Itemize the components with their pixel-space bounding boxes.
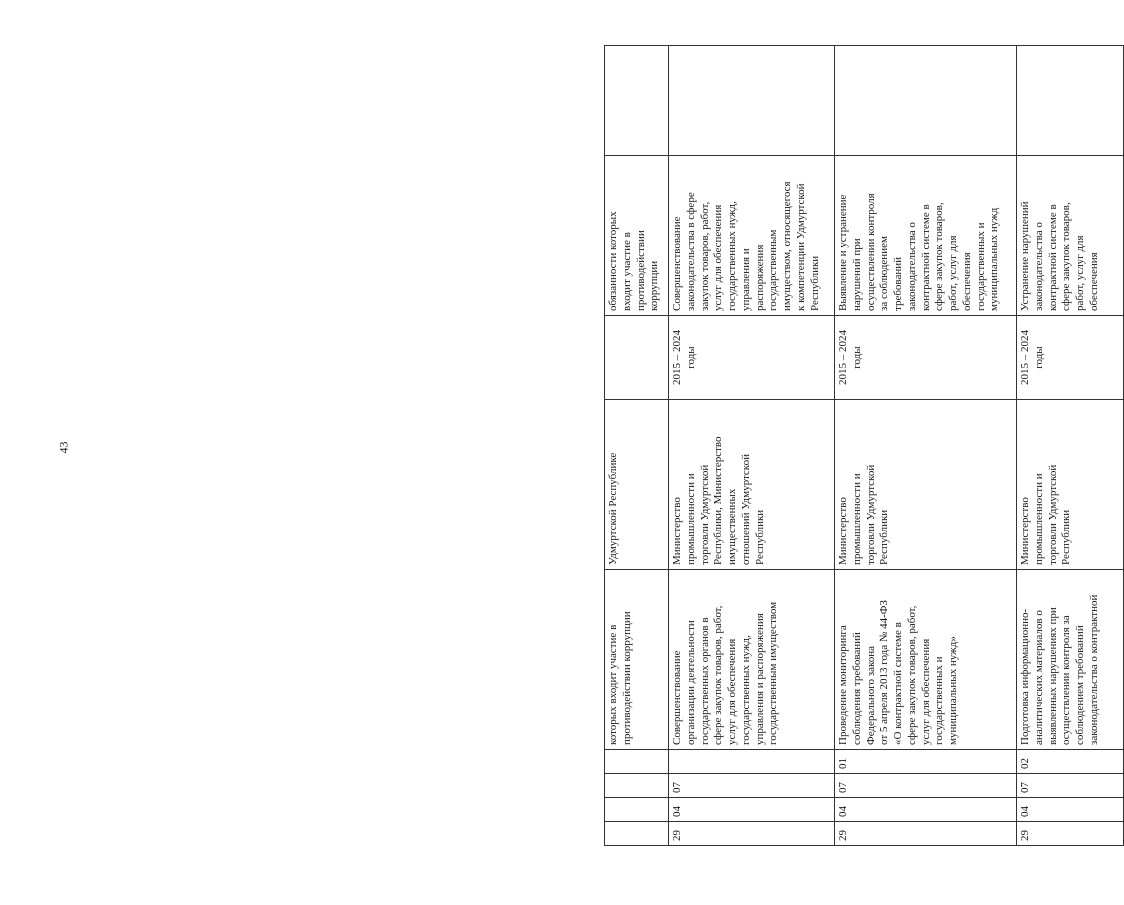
event-cell: которых входит участие в противодействии коррупции bbox=[605, 570, 669, 750]
code-cell: 29 bbox=[669, 822, 835, 846]
table-row bbox=[835, 46, 1017, 846]
period-cell bbox=[605, 316, 669, 400]
code-cell bbox=[605, 822, 669, 846]
period-cell: 2015 – 2024 годы bbox=[835, 316, 1017, 400]
code-cell bbox=[669, 750, 835, 774]
result-cell: обязанности которых входит участие в противодействии коррупции bbox=[605, 156, 669, 316]
result-cell: Выявление и устранение нарушений при осуществлении контроля за соблюдением требований законодательства о контрактной системе в сфере закупок товаров, работ, услуг для обеспечения государственных и муниципальных нужд bbox=[835, 156, 1017, 316]
table-row bbox=[1017, 46, 1124, 846]
code-cell: 07 bbox=[669, 774, 835, 798]
event-cell: Совершенствование организации деятельности государственных органов в сфере закупок товаров, работ, услуг для обеспечения государственных нужд, управления и распоряжения государственным имуществом bbox=[669, 570, 835, 750]
period-cell: 2015 – 2024 годы bbox=[1017, 316, 1124, 400]
code-cell: 04 bbox=[1017, 798, 1124, 822]
executor-cell: Министерство промышленности и торговли Удмуртской Республики bbox=[1017, 400, 1124, 570]
code-cell bbox=[605, 774, 669, 798]
measures-table-wrapper bbox=[604, 46, 1123, 846]
code-cell: 07 bbox=[1017, 774, 1124, 798]
code-cell: 04 bbox=[835, 798, 1017, 822]
extra-cell bbox=[669, 46, 835, 156]
code-cell: 01 bbox=[835, 750, 1017, 774]
code-cell bbox=[605, 798, 669, 822]
executor-cell: Министерство промышленности и торговли Удмуртской Республики bbox=[835, 400, 1017, 570]
page-number: 43 bbox=[56, 441, 71, 454]
code-cell: 04 bbox=[669, 798, 835, 822]
measures-table bbox=[604, 45, 1124, 846]
extra-cell bbox=[835, 46, 1017, 156]
result-cell: Устранение нарушений законодательства о контрактной системе в сфере закупок товаров, работ, услуг для обеспечения bbox=[1017, 156, 1124, 316]
code-cell bbox=[605, 750, 669, 774]
event-cell: Подготовка информационно- аналитических материалов о выявленных нарушениях при осуществлении контроля за соблюдением требований законодательства о контрактной bbox=[1017, 570, 1124, 750]
result-cell: Совершенствование законодательства в сфере закупок товаров, работ, услуг для обеспечения государственных нужд, управления и распоряжения государственным имуществом, относящегося к компетенции Удмуртской Республики bbox=[669, 156, 835, 316]
code-cell: 29 bbox=[1017, 822, 1124, 846]
code-cell: 02 bbox=[1017, 750, 1124, 774]
code-cell: 29 bbox=[835, 822, 1017, 846]
table-row bbox=[669, 46, 835, 846]
executor-cell: Удмуртской Республике bbox=[605, 400, 669, 570]
executor-cell: Министерство промышленности и торговли Удмуртской Республики, Министерство имущественных отношений Удмуртской Республики bbox=[669, 400, 835, 570]
period-cell: 2015 – 2024 годы bbox=[669, 316, 835, 400]
table-row bbox=[605, 46, 669, 846]
extra-cell bbox=[1017, 46, 1124, 156]
extra-cell bbox=[605, 46, 669, 156]
code-cell: 07 bbox=[835, 774, 1017, 798]
event-cell: Проведение мониторинга соблюдения требований Федерального закона от 5 апреля 2013 года № 44-ФЗ «О контрактной системе в сфере закупок товаров, работ, услуг для обеспечения государственных и муниципальных нужд» bbox=[835, 570, 1017, 750]
